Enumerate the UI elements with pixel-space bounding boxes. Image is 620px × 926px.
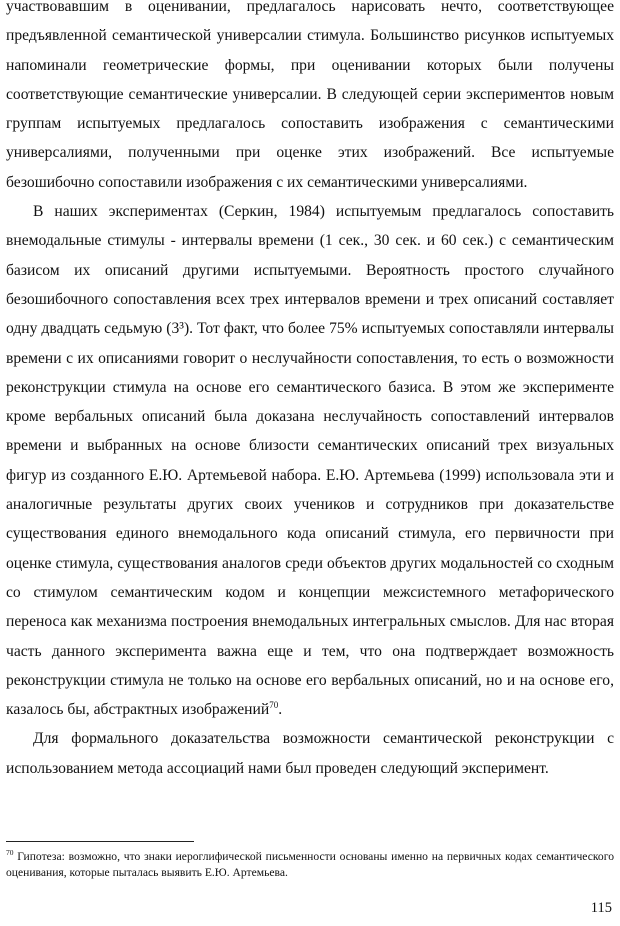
footnote-text: Гипотеза: возможно, что знаки иероглифической письменности основаны именно на первичных кодах семантического оценивания, которые пыталась выявить Е.Ю. Артемьева. [6,850,614,879]
footnote [6,849,614,881]
footnote-divider [6,841,194,842]
footnote-reference[interactable]: 70 [269,699,279,710]
main-text [6,0,614,783]
paragraph-2-text: В наших экспериментах (Серкин, 1984) испытуемым предлагалось сопоставить внемодальные стимулы - интервалы времени (1 сек., 30 сек. и 60 сек.) с семантическим базисом их описаний другими испытуемыми. Вероятность простого случайного безошибочного сопоставления всех трех интервалов времени и трех описаний составляет одну двадцать седьмую (3³). Тот факт, что более 75% испытуемых сопоставляли интервалы времени с их описаниями говорит о неслучайности сопоставления, то есть о возможности реконструкции стимула на основе его семантического базиса. В этом же эксперименте кроме вербальных описаний была доказана неслучайность сопоставлений интервалов времени и выбранных на основе близости семантических описаний трех визуальных фигур из созданного Е.Ю. Артемьевой набора. Е.Ю. Артемьева (1999) использовала эти и аналогичные результаты других своих учеников и сотрудников при доказательстве существования единого внемодального кода описаний стимула, его первичности при оценке стимула, существования аналогов среди объектов других модальностей со сходным со стимулом семантическим кодом и концепции межсистемного метафорического переноса как механизма построения внемодальных интегральных смыслов. Для нас вторая часть данного эксперимента важна еще и тем, что она подтверждает возможность реконструкции стимула не только на основе его вербальных описаний, но и на основе его, казалось бы, абстрактных изображений [6,203,614,719]
paragraph-3: Для формального доказательства возможности семантической реконструкции с использованием метода ассоциаций нами был проведен следующий эксперимент. [6,730,614,777]
page-number: 115 [590,900,612,916]
paragraph-1: участвовавшим в оценивании, предлагалось нарисовать нечто, соответствующее предъявленной семантической универсалии стимула. Большинство рисунков испытуемых напоминали геометрические формы, при оценивании которых были получены соответствующие семантические универсалии. В следующей серии экспериментов новым группам испытуемых предлагалось сопоставить изображения с семантическими универсалиями, полученными при оценке этих изображений. Все испытуемые безошибочно сопоставили изображения с их семантическими универсалиями. [6,0,614,191]
footnote-marker: 70 [6,848,14,858]
paragraph-2: В наших экспериментах (Серкин, 1984) испытуемым предлагалось сопоставить внемодальные стимулы - интервалы времени (1 сек., 30 сек. и 60 сек.) с семантическим базисом их описаний другими испытуемыми. Вероятность простого случайного безошибочного сопоставления всех трех интервалов времени и трех описаний составляет одну двадцать седьмую (3³). Тот факт, что более 75% испытуемых сопоставляли интервалы времени с их описаниями говорит о неслучайности сопоставления, то есть о возможности реконструкции стимула на основе его семантического базиса. В этом же эксперименте кроме вербальных описаний была доказана неслучайность сопоставлений интервалов времени и выбранных на основе близости семантических описаний трех визуальных фигур из созданного Е.Ю. Артемьевой набора. Е.Ю. Артемьева (1999) использовала эти и аналогичные результаты других своих учеников и сотрудников при доказательстве существования единого внемодального кода описаний стимула, его первичности при оценке стимула, существования аналогов среди объектов других модальностей со сходным со стимулом семантическим кодом и концепции межсистемного метафорического переноса как механизма построения внемодальных интегральных смыслов. Для нас вторая часть данного эксперимента важна еще и тем, что она подтверждает возможность реконструкции стимула не только на основе его вербальных описаний, но и на основе его, казалось бы, абстрактных изображений$^{70}$. [6,203,614,719]
